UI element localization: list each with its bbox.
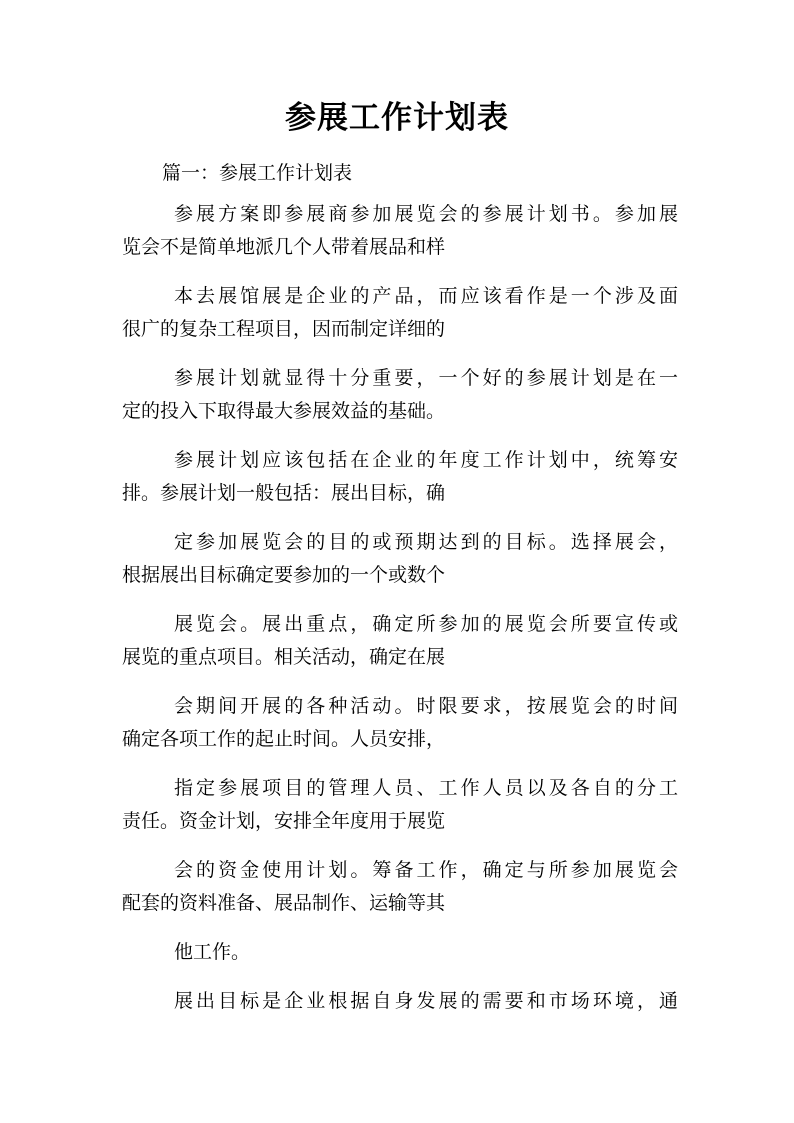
paragraph-line: 本去展馆展是企业的产品，而应该看作是一个涉及面 <box>174 285 678 307</box>
paragraph <box>122 985 678 1018</box>
paragraph <box>122 526 678 592</box>
paragraph-line: 展览的重点项目。相关活动，确定在展 <box>122 646 446 668</box>
paragraph <box>122 280 678 346</box>
paragraph-line: 会期间开展的各种活动。时限要求，按展览会的时间 <box>174 695 678 717</box>
document-body <box>122 198 678 1034</box>
paragraph <box>122 444 678 510</box>
paragraph <box>122 608 678 674</box>
paragraph <box>122 854 678 920</box>
paragraph <box>122 936 678 969</box>
paragraph <box>122 362 678 428</box>
paragraph <box>122 198 678 264</box>
paragraph-line: 定参加展览会的目的或预期达到的目标。选择展会， <box>174 531 678 553</box>
paragraph-line: 参展计划应该包括在企业的年度工作计划中，统筹安 <box>174 449 678 471</box>
paragraph-line: 展览会。展出重点，确定所参加的展览会所要宣传或 <box>174 613 678 635</box>
paragraph-line: 根据展出目标确定要参加的一个或数个 <box>122 564 446 586</box>
paragraph-line: 览会不是简单地派几个人带着展品和样 <box>122 236 446 258</box>
paragraph-line: 会的资金使用计划。筹备工作，确定与所参加展览会 <box>174 859 678 881</box>
page-title: 参展工作计划表 <box>285 100 509 136</box>
paragraph-line: 他工作。 <box>174 941 251 963</box>
paragraph-line: 很广的复杂工程项目，因而制定详细的 <box>122 318 446 340</box>
paragraph <box>122 772 678 838</box>
section-subtitle: 篇一：参展工作计划表 <box>162 162 353 184</box>
paragraph-line: 参展计划就显得十分重要，一个好的参展计划是在一 <box>174 367 678 389</box>
paragraph <box>122 690 678 756</box>
paragraph-line: 定的投入下取得最大参展效益的基础。 <box>122 400 446 422</box>
paragraph-line: 配套的资料准备、展品制作、运输等其 <box>122 892 446 914</box>
paragraph-line: 展出目标是企业根据自身发展的需要和市场环境，通 <box>174 990 678 1012</box>
paragraph-line: 确定各项工作的起止时间。人员安排， <box>122 728 446 750</box>
paragraph-line: 参展方案即参展商参加展览会的参展计划书。参加展 <box>174 203 678 225</box>
paragraph-line: 指定参展项目的管理人员、工作人员以及各自的分工 <box>174 777 678 799</box>
paragraph-line: 排。参展计划一般包括：展出目标，确 <box>122 482 446 504</box>
paragraph-line: 责任。资金计划，安排全年度用于展览 <box>122 810 446 832</box>
